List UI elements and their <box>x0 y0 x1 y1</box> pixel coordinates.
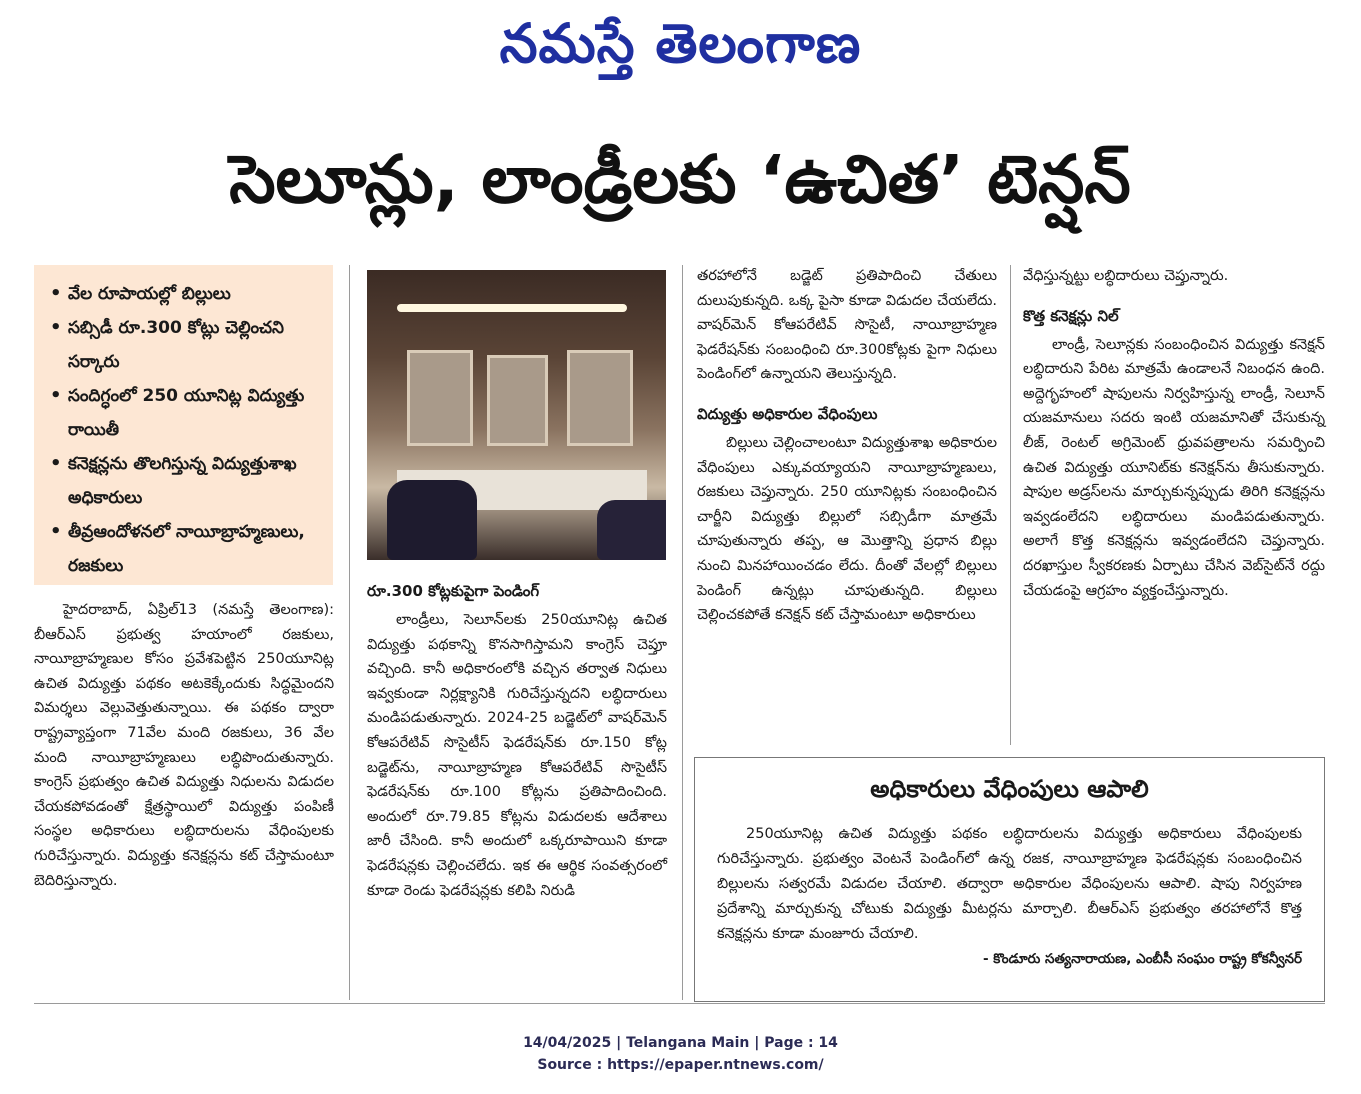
article-headline: సెలూన్లు, లాండ్రీలకు ‘ఉచిత’ టెన్షన్ <box>229 141 1131 218</box>
section-subhead: విద్యుత్తు అధికారుల వేధింపులు <box>697 404 878 423</box>
article-paragraph: వేధిస్తున్నట్టు లబ్ధిదారులు చెప్తున్నారు. <box>1023 268 1229 284</box>
article-paragraph: బిల్లులు చెల్లించాలంటూ విద్యుత్తుశాఖ అధికారుల వేధింపులు ఎక్కువయ్యాయని నాయీబ్రాహ్మణులు, రజకులు చెప్తున్నారు. 250 యూనిట్లకు సంబంధించిన చార్జీని విద్యుత్తు బిల్లులో సబ్సిడీగా మాత్రమే చూపుతున్నారు తప్ప, ఆ మొత్తాన్ని ప్రధాన బిల్లు నుంచి మినహాయించడం లేదు. దీంతో వేలల్లో బిల్లులు పెండింగ్ ఉన్నట్లు చూపుతున్నది. బిల్లులు చెల్లించకపోతే కనెక్షన్ కట్ చేస్తామంటూ అధికారులు <box>697 434 997 624</box>
article-paragraph: లాండ్రీ, సెలూన్లకు సంబంధించిన విద్యుత్తు కనెక్షన్ లబ్ధిదారుని పేరిట మాత్రమే ఉండాలనే నిబంధన ఉంది. అద్దెగృహంలో షాపులను నిర్వహిస్తున్న లాండ్రీ, సెలూన్ యజమానులు సదరు ఇంటి యజమానితో చేసుకున్న లీజ్, రెంటల్ అగ్రిమెంట్ ధ్రువపత్రాలను సమర్పించి ఉచిత విద్యుత్తు యూనిట్‌కు కనెక్షన్‌ను తీసుకున్నారు. షాపుల అడ్రస్‌లను మార్చుకున్నప్పుడు తిరిగి కనెక్షన్లను ఇవ్వడంలేదని లబ్ధిదారులు మండిపడుతున్నారు. అలాగే కొత్త కనెక్షన్లను ఇవ్వడంలేదని చెప్తున్నారు. దరఖాస్తుల స్వీకరణకు ఏర్పాటు చేసిన వెబ్‌సైట్‌నే రద్దు చేయడంపై ఆగ్రహం వ్యక్తంచేస్తున్నారు. <box>1023 336 1325 599</box>
quote-box <box>694 757 1325 1002</box>
footer-source-link[interactable]: Source : https://epaper.ntnews.com/ <box>537 1057 824 1073</box>
salon-chair <box>387 480 477 560</box>
column-3 <box>697 264 997 628</box>
newspaper-masthead: నమస్తే తెలంగాణ <box>499 11 862 75</box>
quote-box-title: అధికారులు వేధింపులు ఆపాలి <box>870 775 1149 803</box>
article-paragraph: తరహాలోనే బడ్జెట్ ప్రతిపాదించి చేతులు దులుపుకున్నది. ఒక్క పైసా కూడా విడుదల చేయలేదు. వాషర్‌మెన్ కోఆపరేటివ్ సొసైటీ, నాయీబ్రాహ్మణ ఫెడరేషన్‌కు సంబంధించి రూ.300కోట్లకు పైగా నిధులు పెండింగ్‌లో ఉన్నాయని తెలుస్తున్నది. <box>697 268 997 383</box>
section-subhead: కొత్త కనెక్షన్లు నిల్ <box>1023 306 1119 325</box>
highlight-item: • తీవ్రఆందోళనలో నాయీబ్రాహ్మణులు, రజకులు <box>50 515 323 583</box>
highlight-item: • కనెక్షన్లను తొలగిస్తున్న విద్యుత్తుశాఖ అధికారులు <box>50 447 323 515</box>
section-subhead: రూ.300 కోట్లకుపైగా పెండింగ్ <box>367 582 540 600</box>
salon-chair <box>597 500 666 560</box>
column-divider <box>349 265 350 1000</box>
ceiling-light <box>397 304 627 312</box>
article-paragraph: లాండ్రీలు, సెలూన్‌లకు 250యూనిట్ల ఉచిత విద్యుత్తు పథకాన్ని కొనసాగిస్తామని కాంగ్రెస్ చెప్తూ వచ్చింది. కానీ అధికారంలోకి వచ్చిన తర్వాత నిధులు ఇవ్వకుండా నిర్లక్ష్యానికి గురిచేస్తున్నదని లబ్ధిదారులు మండిపడుతున్నారు. 2024-25 బడ్జెట్‌లో వాషర్‌మెన్ కోఆపరేటివ్ సొసైటీస్ ఫెడరేషన్‌కు రూ.150 కోట్ల బడ్జెట్‌ను, నాయీబ్రాహ్మణ కోఆపరేటివ్ సొసైటీస్ ఫెడరేషన్‌కు రూ.100 కోట్లను ప్రతిపాదించింది. అందులో రూ.79.85 కోట్లను విడుదలకు ఆదేశాలు జారీ చేసింది. కానీ అందులో ఒక్కరూపాయిని కూడా ఫెడరేషన్లకు చెల్లించలేదు. ఇక ఈ ఆర్థిక సంవత్సరంలో కూడా రెండు ఫెడరేషన్లకు కలిపి నిరుడి <box>367 612 667 899</box>
salon-mirror <box>407 350 473 446</box>
page-footer <box>0 1032 1361 1076</box>
footer-date-line: 14/04/2025 | Telangana Main | Page : 14 <box>523 1035 838 1051</box>
salon-mirror <box>487 355 548 446</box>
column-2 <box>367 572 667 903</box>
article-paragraph: హైదరాబాద్, ఏప్రిల్13 (నమస్తే తెలంగాణ): బీఆర్ఎస్ ప్రభుత్వ హయాంలో రజకులు, నాయీబ్రాహ్మణుల కోసం ప్రవేశపెట్టిన 250యూనిట్ల ఉచిత విద్యుత్తు పథకం అటకెక్కేందుకు సిద్ధమైందని విమర్శలు వెల్లువెత్తుతున్నాయి. ఈ పథకం ద్వారా రాష్ట్రవ్యాప్తంగా 71వేల మంది రజకులు, 36 వేల మంది నాయీబ్రాహ్మణులు లబ్ధిపొందుతున్నారు. కాంగ్రెస్ ప్రభుత్వం ఉచిత విద్యుత్తు నిధులను విడుదల చేయకపోవడంతో క్షేత్రస్థాయిలో విద్యుత్తు పంపిణీ సంస్థల అధికారులు లబ్ధిదారులను వేధింపులకు గురిచేస్తున్నారు. విద్యుత్తు కనెక్షన్లను కట్ చేస్తామంటూ బెదిరిస్తున్నారు. <box>34 602 334 889</box>
highlights-box <box>34 265 333 585</box>
highlight-item: • సబ్సిడీ రూ.300 కోట్లు చెల్లించని సర్కారు <box>50 311 323 379</box>
quote-box-body: 250యూనిట్ల ఉచిత విద్యుత్తు పథకం లబ్ధిదారులను విద్యుత్తు అధికారులు వేధింపులకు గురిచేస్తున్నారు. ప్రభుత్వం వెంటనే పెండింగ్‌లో ఉన్న రజక, నాయీబ్రాహ్మణ ఫెడరేషన్లకు సంబంధించిన బిల్లులను సత్వరమే విడుదల చేయాలి. తద్వారా అధికారుల వేధింపులను ఆపాలి. షాపు నిర్వహణ ప్రదేశాన్ని మార్చుకున్న చోటుకు విద్యుత్తు మీటర్లను మార్చాలి. బీఆర్ఎస్ ప్రభుత్వం తరహాలోనే కొత్త కనెక్షన్లను కూడా మంజూరు చేయాలి. <box>717 826 1302 942</box>
quote-attribution: - కొండూరు సత్యనారాయణ, ఎంబీసీ సంఘం రాష్ట్ర కోకన్వీనర్ <box>982 951 1302 967</box>
column-1 <box>34 598 334 893</box>
column-divider <box>1010 265 1011 745</box>
salon-mirror <box>567 350 633 446</box>
salon-photo <box>367 270 666 560</box>
column-4 <box>1023 264 1325 603</box>
column-divider <box>682 265 683 1000</box>
page-bottom-rule <box>34 1003 1325 1004</box>
highlight-item: • సందిగ్ధంలో 250 యూనిట్ల విద్యుత్తు రాయితీ <box>50 379 323 447</box>
highlight-item: • వేల రూపాయల్లో బిల్లులు <box>50 277 323 311</box>
